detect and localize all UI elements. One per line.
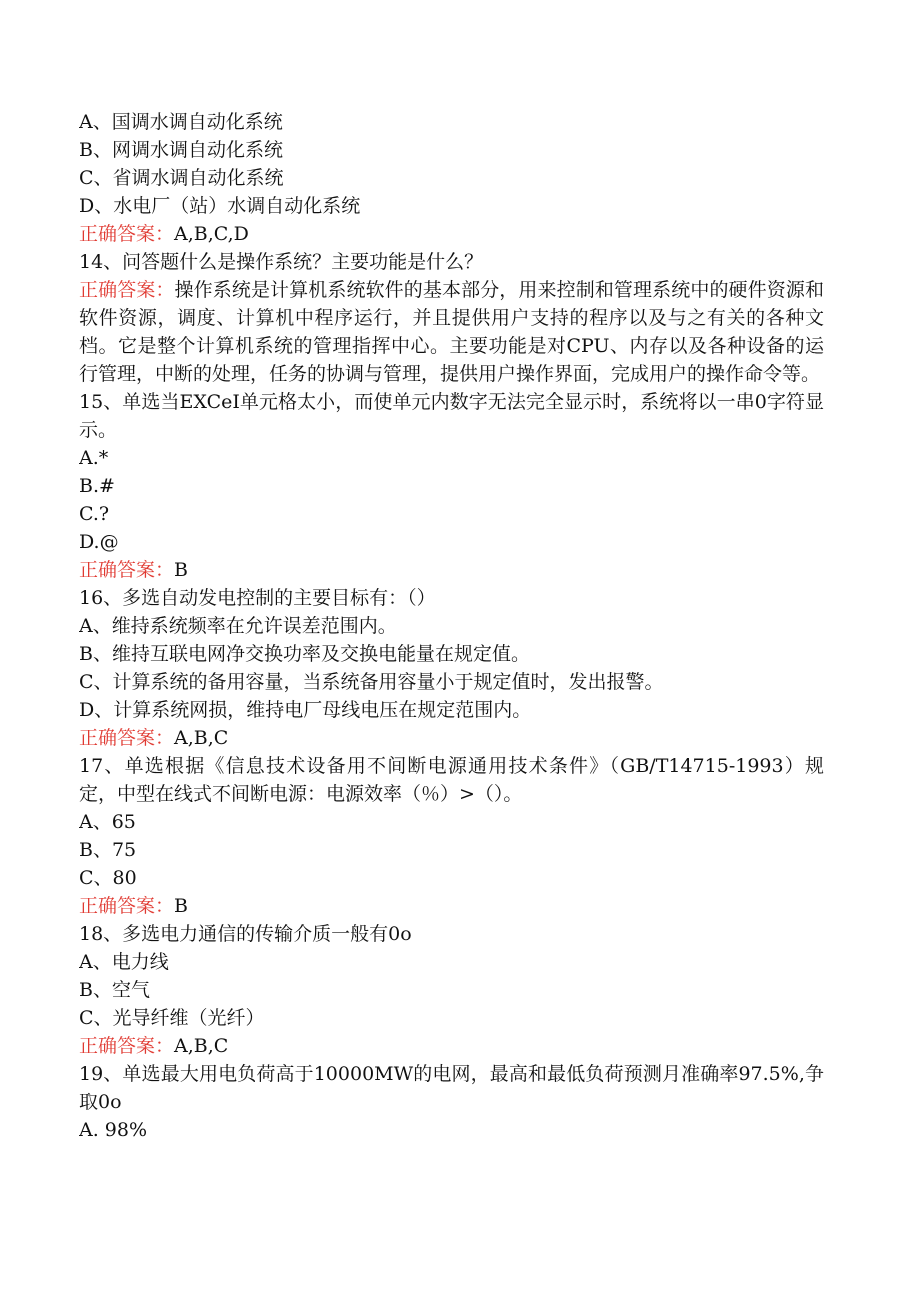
q16-answer bbox=[79, 724, 824, 752]
q16-option-b: B、维持互联电网净交换功率及交换电能量在规定值。 bbox=[79, 643, 530, 665]
answer-value: A,B,C bbox=[174, 1035, 229, 1057]
answer-label: 正确答案： bbox=[79, 559, 175, 581]
q17-question: 17、单选根据《信息技术设备用不间断电源通用技术条件》（GB/T14715-1993）规定，中型在线式不间断电源：电源效率（％）>（）。 bbox=[79, 755, 824, 805]
q18-answer bbox=[79, 1032, 824, 1060]
q14-answer bbox=[79, 276, 824, 388]
answer-value: 操作系统是计算机系统软件的基本部分，用来控制和管理系统中的硬件资源和软件资源，调度、计算机中程序运行，并且提供用户支持的程序以及与之有关的各种文档。它是整个计算机系统的管理指挥中心。主要功能是对CPU、内存以及各种设备的运行管理，中断的处理，任务的协调与管理，提供用户操作界面，完成用户的操作命令等。 bbox=[79, 279, 824, 385]
q14-question: 14、问答题什么是操作系统？主要功能是什么？ bbox=[79, 251, 484, 273]
q17-option-a: A、65 bbox=[79, 811, 136, 833]
q18-option-a: A、电力线 bbox=[79, 951, 169, 973]
answer-label: 正确答案： bbox=[79, 895, 175, 917]
q16-option-c: C、计算系统的备用容量，当系统备用容量小于规定值时，发出报警。 bbox=[79, 671, 664, 693]
answer-value: B bbox=[174, 559, 188, 581]
q13-option-a: A、国调水调自动化系统 bbox=[79, 111, 283, 133]
q13-answer bbox=[79, 220, 824, 248]
q15-question: 15、单选当EXCeI单元格太小，而使单元内数字无法完全显示时，系统将以一串0字符显示。 bbox=[79, 391, 824, 441]
q13-option-b: B、网调水调自动化系统 bbox=[79, 139, 283, 161]
answer-value: A,B,C,D bbox=[174, 223, 249, 245]
q15-option-b: B.# bbox=[79, 475, 115, 497]
q16-question: 16、多选自动发电控制的主要目标有：（） bbox=[79, 587, 436, 609]
answer-value: A,B,C bbox=[174, 727, 229, 749]
q15-option-c: C.? bbox=[79, 503, 110, 525]
answer-label: 正确答案： bbox=[79, 223, 175, 245]
q13-option-d: D、水电厂（站）水调自动化系统 bbox=[79, 195, 361, 217]
q13-option-c: C、省调水调自动化系统 bbox=[79, 167, 284, 189]
q16-option-d: D、计算系统网损，维持电厂母线电压在规定范围内。 bbox=[79, 699, 532, 721]
q17-option-b: B、75 bbox=[79, 839, 137, 861]
q18-question: 18、多选电力通信的传输介质一般有0o bbox=[79, 923, 412, 945]
q17-option-c: C、80 bbox=[79, 867, 137, 889]
q18-option-c: C、光导纤维（光纤） bbox=[79, 1007, 265, 1029]
answer-value: B bbox=[174, 895, 188, 917]
q18-option-b: B、空气 bbox=[79, 979, 150, 1001]
q19-question: 19、单选最大用电负荷高于10000MW的电网，最高和最低负荷预测月准确率97.5%,争取0o bbox=[79, 1063, 824, 1113]
q15-option-d: D.@ bbox=[79, 531, 119, 553]
answer-label: 正确答案： bbox=[79, 279, 175, 301]
q15-option-a: A.* bbox=[79, 447, 109, 469]
q19-option-a: A. 98% bbox=[79, 1119, 148, 1141]
answer-label: 正确答案： bbox=[79, 1035, 175, 1057]
document-page bbox=[79, 108, 824, 1144]
answer-label: 正确答案： bbox=[79, 727, 175, 749]
q17-answer bbox=[79, 892, 824, 920]
q15-answer bbox=[79, 556, 824, 584]
q16-option-a: A、维持系统频率在允许误差范围内。 bbox=[79, 615, 397, 637]
